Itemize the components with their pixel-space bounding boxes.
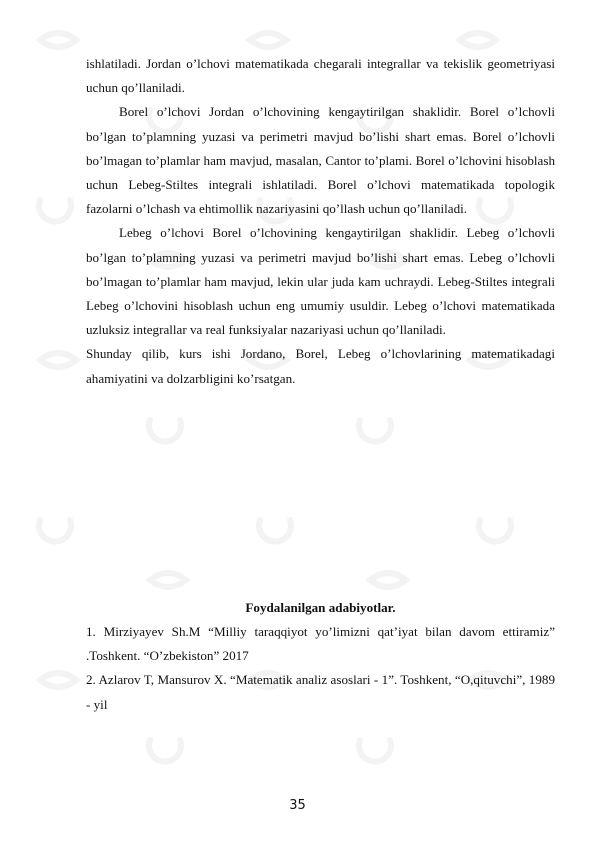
paragraph-lebesgue-measure: Lebeg o’lchovi Borel o’lchovining kengaytirilgan shaklidir. Lebeg o’lchovli bo’lgan to’plamning yuzasi va perimetri mavjud bo’lishi shart emas. Lebeg o’lchovli bo’lmagan to’plamlar ham mavjud, lekin ular juda kam uchraydi. Lebeg-Stiltes integrali Lebeg o’lchovini hisoblash uchun eng umumiy usuldir. Lebeg o’lchovi matematikada uzluksiz integrallar va real funksiyalar nazariyasi uchun qo’llaniladi. — [86, 225, 555, 338]
references-list — [86, 620, 555, 717]
reference-item: 1. Mirziyayev Sh.M “Milliy taraqqiyot yo’limizni qat’iyat bilan davom ettiramiz” .Toshkent. “O’zbekiston” 2017 — [86, 624, 555, 664]
paragraph-conclusion: Shunday qilib, kurs ishi Jordano, Borel, Lebeg o’lchovlarining matematikadagi ahamiyatini va dolzarbligini ko’rsatgan. — [86, 346, 555, 386]
paragraph-jordan-continuation: ishlatiladi. Jordan o’lchovi matematikada chegarali integrallar va tekislik geometriyasi uchun qo’llaniladi. — [86, 56, 555, 96]
reference-item: 2. Azlarov T, Mansurov X. “Matematik analiz asoslari - 1”. Toshkent, “O,qituvchi”, 1989 - yil — [86, 672, 555, 712]
paragraph-borel-measure: Borel o’lchovi Jordan o’lchovining kengaytirilgan shaklidir. Borel o’lchovli bo’lgan to’plamning yuzasi va perimetri mavjud bo’lishi shart emas. Borel o’lchovli bo’lmagan to’plamlar ham mavjud, masalan, Cantor to’plami. Borel o’lchovini hisoblash uchun Lebeg-Stiltes integrali ishlatiladi. Borel o’lchovi matematikada topologik fazolarni o’lchash va ehtimollik nazariyasini qo’llash uchun qo’llaniladi. — [86, 104, 555, 217]
body-text — [86, 52, 555, 391]
page-number: 35 — [289, 798, 306, 813]
references-heading: Foydalanilgan adabiyotlar. — [245, 600, 396, 615]
